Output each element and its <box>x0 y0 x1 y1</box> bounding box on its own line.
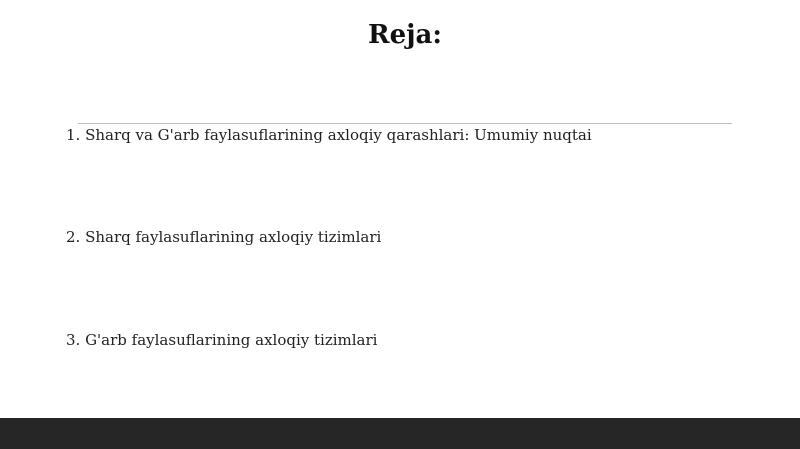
bottom-bar <box>0 418 800 449</box>
slide-title: Reja: <box>367 20 442 50</box>
plan-item-3: 3. G'arb faylasuflarining axloqiy tizimlari <box>66 331 378 349</box>
divider-line <box>78 123 732 124</box>
plan-item-2: 2. Sharq faylasuflarining axloqiy tizimlari <box>66 228 382 246</box>
plan-item-1: 1. Sharq va G'arb faylasuflarining axloqiy qarashlari: Umumiy nuqtai <box>66 126 592 144</box>
